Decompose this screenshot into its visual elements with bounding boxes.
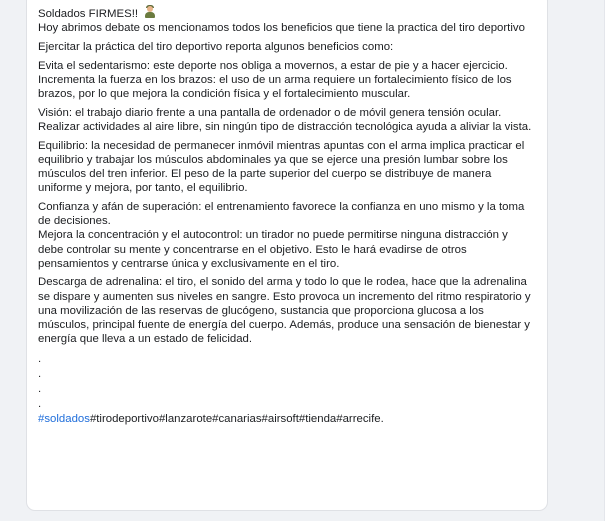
post-intro: Hoy abrimos debate os mencionamos todos los beneficios que tiene la practica del tiro deportivo	[38, 22, 525, 35]
post-paragraph-balance: Equilibrio: la necesidad de permanecer inmóvil mientras apuntas con el arma implica practicar el equilibrio y trabajar los músculos abdominales ya que se ejerce una presión lumbar sobre los músculos del tren inferior. El peso de la parte superior del cuerpo se distribuye de manera uniforme y mejora, por tanto, el equilibrio.	[38, 139, 525, 195]
dot-line: .	[38, 353, 42, 366]
hashtags-line	[38, 412, 534, 426]
benefit-sedentarism: Evita el sedentarismo: este deporte nos obliga a movernos, a estar de pie y a hacer ejercicio.	[38, 59, 508, 72]
post-card	[26, 0, 548, 511]
dot-line: .	[38, 398, 42, 411]
post-heading: Soldados FIRMES!!	[38, 8, 139, 20]
hashtags-text: #tirodeportivo#lanzarote#canarias#airsoft#tienda#arrecife.	[89, 413, 384, 426]
post-body	[38, 5, 534, 427]
post-paragraph-vision: Visión: el trabajo diario frente a una pantalla de ordenador o de móvil genera tensión ocular. Realizar actividades al aire libre, sin ningún tipo de distracción tecnológica ayuda a aliviar la vista.	[38, 106, 532, 133]
benefit-arm-strength: Incrementa la fuerza en los brazos: el uso de un arma requiere un fortalecimiento físico de los brazos, por lo que mejora la condición física y el fortalecimiento muscular.	[38, 73, 512, 101]
dots-separator	[38, 352, 534, 412]
post-paragraph-adrenaline: Descarga de adrenalina: el tiro, el sonido del arma y todo lo que le rodea, hace que la adrenalina se dispare y aumenten sus niveles en sangre. Esto provoca un incremento del ritmo respiratorio y una movilización de las reservas de glucógeno, sustancia que proporciona glucosa a los músculos, principal fuente de energía del cuerpo. Además, produce una sensación de bienestar y energía que lleva a un estado de felicidad.	[38, 276, 531, 346]
benefit-concentration: Mejora la concentración y el autocontrol: un tirador no puede permitirse ninguna distracción y debe controlar su mente y concentrarse en el objetivo. Esto le hará evadirse de otros pensamientos y centrarse única y exclusivamente en el tiro.	[38, 229, 508, 270]
soldier-emoji-icon	[143, 5, 157, 19]
post-heading-line	[38, 5, 534, 21]
dot-line: .	[38, 383, 42, 396]
post-paragraph-sedentarism	[38, 59, 534, 102]
post-paragraph-confidence	[38, 200, 534, 271]
dot-line: .	[38, 368, 42, 381]
post-paragraph-benefits-intro: Ejercitar la práctica del tiro deportivo reporta algunos beneficios como:	[38, 40, 394, 53]
benefit-confidence: Confianza y afán de superación: el entrenamiento favorece la confianza en uno mismo y la toma de decisiones.	[38, 200, 525, 228]
hashtag-soldados-link[interactable]: #soldados	[38, 413, 90, 426]
